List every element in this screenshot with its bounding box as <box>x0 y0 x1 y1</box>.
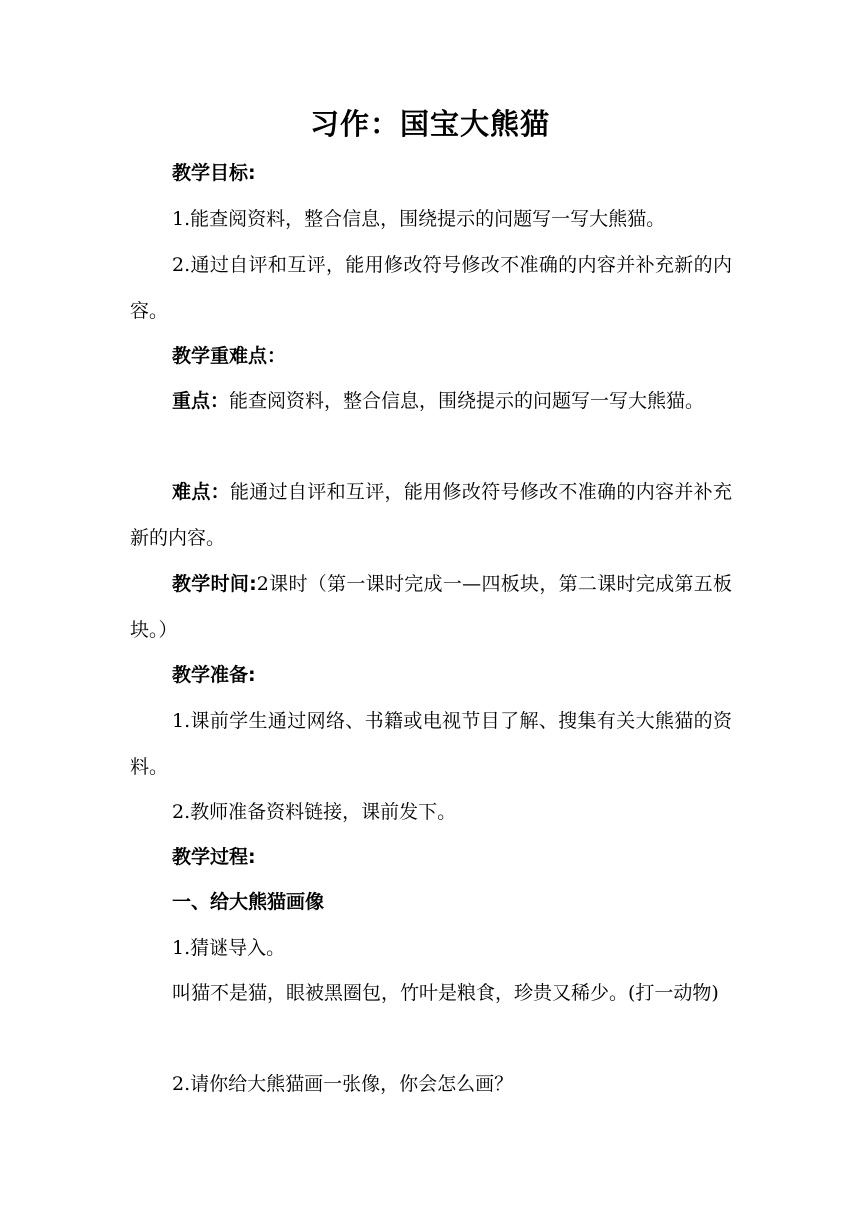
difficulty-label: 难点： <box>172 481 230 503</box>
key-points-heading <box>130 333 732 379</box>
key-points-label: 教学重难点： <box>172 345 287 367</box>
goals-heading <box>130 150 732 196</box>
goal-2: 2.通过自评和互评，能用修改符号修改不准确的内容并补充新的内容。 <box>130 254 732 322</box>
process-heading <box>130 834 732 880</box>
key-point-text: 能查阅资料，整合信息，围绕提示的问题写一写大熊猫。 <box>229 390 705 412</box>
difficulty <box>130 469 732 561</box>
step-1: 1.猜谜导入。 <box>172 937 286 959</box>
riddle: 叫猫不是猫，眼被黑圈包，竹叶是粮食，珍贵又稀少。(打一动物) <box>172 982 719 1004</box>
prep-1: 1.课前学生通过网络、书籍或电视节目了解、搜集有关大熊猫的资料。 <box>130 710 732 778</box>
goal-1: 1.能查阅资料，整合信息，围绕提示的问题写一写大熊猫。 <box>172 208 666 230</box>
prep-2: 2.教师准备资料链接，课前发下。 <box>172 801 457 823</box>
difficulty-text: 能通过自评和互评，能用修改符号修改不准确的内容并补充新的内容。 <box>130 481 732 549</box>
key-point-label: 重点： <box>172 390 230 412</box>
step-2: 2.请你给大熊猫画一张像，你会怎么画？ <box>172 1073 514 1095</box>
document-title: 习作：国宝大熊猫 <box>309 107 550 141</box>
time-text: 2课时（第一课时完成一—四板块，第二课时完成第五板块。） <box>130 573 732 641</box>
prep-label: 教学准备: <box>172 664 256 686</box>
section-1-title: 一、给大熊猫画像 <box>172 891 325 913</box>
goals-label: 教学目标: <box>172 162 256 184</box>
teaching-time <box>130 561 732 653</box>
time-label: 教学时间: <box>172 573 257 595</box>
process-label: 教学过程: <box>172 846 256 868</box>
key-point <box>130 378 732 424</box>
section-1-heading <box>130 879 732 925</box>
prep-heading <box>130 652 732 698</box>
